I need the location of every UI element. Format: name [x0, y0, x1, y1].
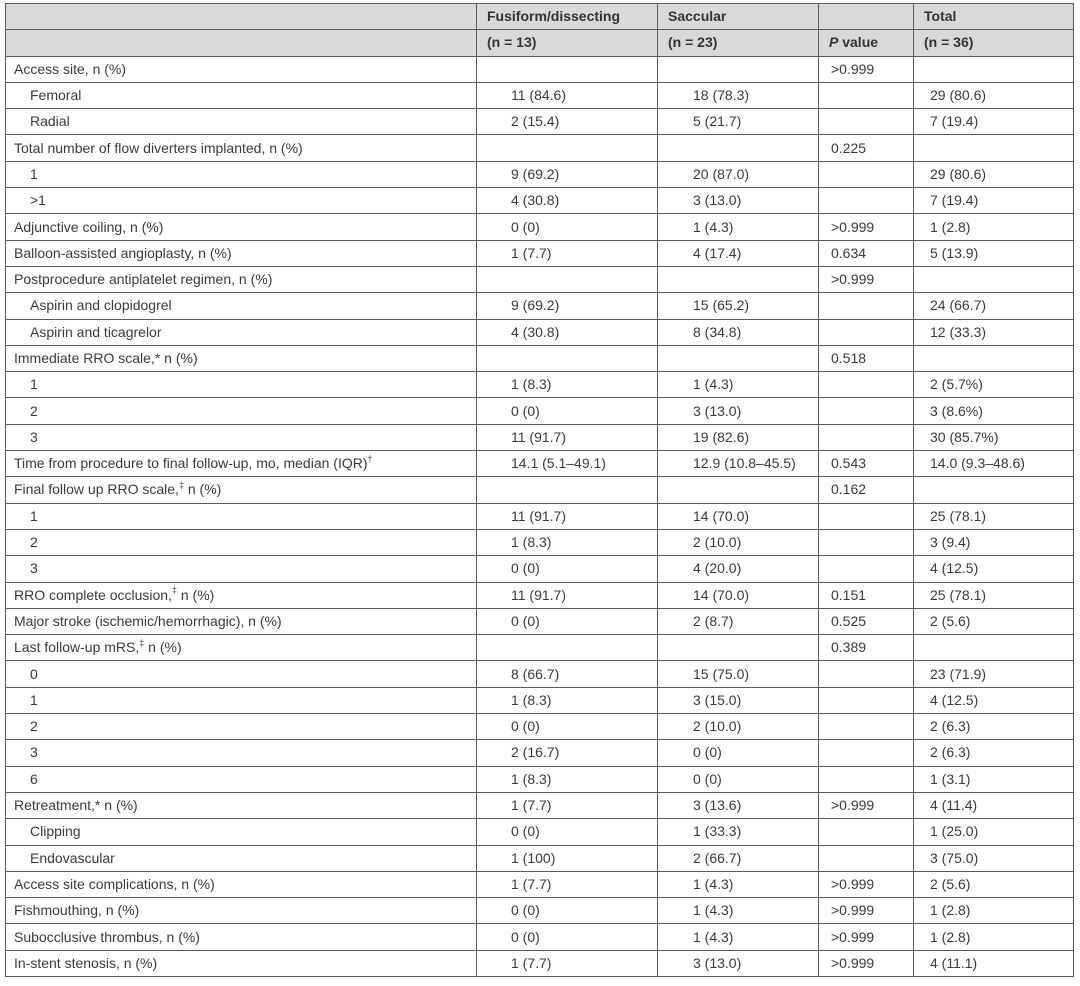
- row-label-text: Clipping: [30, 823, 81, 840]
- footnote-marker: ‡: [139, 637, 145, 648]
- cell-fusiform-value: 0 (0): [477, 214, 658, 240]
- table-row: [6, 608, 1074, 634]
- cell-fusiform-value: 8 (66.7): [477, 661, 658, 687]
- cell-fusiform-value: 2 (15.4): [477, 109, 658, 135]
- cell-total-value: [914, 635, 1074, 661]
- header-p-value: [819, 30, 914, 56]
- cell-total-value: 14.0 (9.3–48.6): [914, 451, 1074, 477]
- cell-total-value: [914, 345, 1074, 371]
- row-label: [6, 792, 477, 818]
- cell-saccular-value: [658, 635, 819, 661]
- table-row: [6, 687, 1074, 713]
- table-row: [6, 214, 1074, 240]
- cell-saccular-value: [658, 345, 819, 371]
- cell-saccular-value: 1 (4.3): [658, 898, 819, 924]
- header-row-group-names: [6, 4, 1074, 30]
- row-label-text: Radial: [30, 113, 70, 130]
- table-row: [6, 135, 1074, 161]
- cell-total-value: 29 (80.6): [914, 161, 1074, 187]
- cell-total-value: 2 (6.3): [914, 714, 1074, 740]
- cell-total-value: 3 (9.4): [914, 529, 1074, 555]
- cell-saccular-value: 19 (82.6): [658, 424, 819, 450]
- cell-p-value: [819, 82, 914, 108]
- header-total: Total: [914, 4, 1074, 30]
- row-label: [6, 608, 477, 634]
- table-row: [6, 188, 1074, 214]
- row-label-text: Access site complications, n (%): [14, 875, 215, 892]
- cell-total-value: 4 (12.5): [914, 687, 1074, 713]
- cell-p-value: [819, 740, 914, 766]
- header-saccular-n: (n = 23): [658, 30, 819, 56]
- cell-p-value: 0.518: [819, 345, 914, 371]
- cell-saccular-value: 20 (87.0): [658, 161, 819, 187]
- cell-p-value: [819, 687, 914, 713]
- cell-total-value: 2 (5.7%): [914, 372, 1074, 398]
- row-label-text: 1: [30, 691, 38, 708]
- cell-fusiform-value: [477, 477, 658, 503]
- row-sublabel: [6, 161, 477, 187]
- cell-saccular-value: 3 (13.6): [658, 792, 819, 818]
- footnote-marker: ‡: [178, 479, 184, 490]
- cell-p-value: [819, 556, 914, 582]
- cell-saccular-value: 0 (0): [658, 740, 819, 766]
- table-row: [6, 556, 1074, 582]
- cell-total-value: 23 (71.9): [914, 661, 1074, 687]
- row-label-text: Major stroke (ischemic/hemorrhagic), n (%): [14, 612, 282, 629]
- row-label-text: 2: [30, 534, 38, 551]
- table-row: [6, 109, 1074, 135]
- header-empty-cell: [6, 30, 477, 56]
- table-row: [6, 819, 1074, 845]
- cell-fusiform-value: 0 (0): [477, 714, 658, 740]
- table-row: [6, 924, 1074, 950]
- table-row: [6, 740, 1074, 766]
- header-empty-p-cell: [819, 4, 914, 30]
- row-sublabel: [6, 372, 477, 398]
- cell-saccular-value: 3 (15.0): [658, 687, 819, 713]
- row-label-text: Balloon-assisted angioplasty, n (%): [14, 244, 232, 261]
- cell-total-value: 7 (19.4): [914, 188, 1074, 214]
- row-label: [6, 266, 477, 292]
- cell-fusiform-value: 0 (0): [477, 608, 658, 634]
- row-label: [6, 214, 477, 240]
- row-label: [6, 451, 477, 477]
- row-sublabel: [6, 687, 477, 713]
- footnote-marker: †: [367, 453, 373, 464]
- cell-p-value: >0.999: [819, 792, 914, 818]
- row-label: [6, 240, 477, 266]
- row-label-text: Postprocedure antiplatelet regimen, n (%): [14, 271, 273, 288]
- table-header: [6, 4, 1074, 57]
- row-sublabel: [6, 293, 477, 319]
- cell-saccular-value: 8 (34.8): [658, 319, 819, 345]
- table-row: [6, 792, 1074, 818]
- cell-saccular-value: 1 (4.3): [658, 214, 819, 240]
- row-label: [6, 898, 477, 924]
- cell-total-value: 1 (2.8): [914, 898, 1074, 924]
- cell-total-value: [914, 266, 1074, 292]
- cell-fusiform-value: 1 (7.7): [477, 871, 658, 897]
- cell-fusiform-value: 1 (8.3): [477, 766, 658, 792]
- header-fusiform-dissecting: Fusiform/dissecting: [477, 4, 658, 30]
- cell-p-value: 0.225: [819, 135, 914, 161]
- header-empty-cell: [6, 4, 477, 30]
- cell-p-value: [819, 188, 914, 214]
- header-p-rest: value: [838, 34, 879, 51]
- cell-total-value: 1 (3.1): [914, 766, 1074, 792]
- cell-p-value: [819, 503, 914, 529]
- cell-p-value: >0.999: [819, 924, 914, 950]
- cell-fusiform-value: 14.1 (5.1–49.1): [477, 451, 658, 477]
- header-fusiform-n: (n = 13): [477, 30, 658, 56]
- table-row: [6, 529, 1074, 555]
- row-label: [6, 345, 477, 371]
- row-label: [6, 56, 477, 82]
- header-saccular: Saccular: [658, 4, 819, 30]
- table-row: [6, 240, 1074, 266]
- cell-total-value: [914, 477, 1074, 503]
- cell-saccular-value: 18 (78.3): [658, 82, 819, 108]
- cell-total-value: 1 (2.8): [914, 924, 1074, 950]
- table-row: [6, 56, 1074, 82]
- row-label-text: Femoral: [30, 87, 82, 104]
- table-row: [6, 319, 1074, 345]
- table-row: [6, 661, 1074, 687]
- header-p-letter: P: [829, 34, 839, 51]
- cell-p-value: [819, 529, 914, 555]
- cell-fusiform-value: 1 (8.3): [477, 687, 658, 713]
- row-sublabel: [6, 82, 477, 108]
- cell-p-value: 0.525: [819, 608, 914, 634]
- row-sublabel: [6, 109, 477, 135]
- row-label-text: Aspirin and clopidogrel: [30, 297, 172, 314]
- cell-fusiform-value: 1 (7.7): [477, 240, 658, 266]
- cell-p-value: >0.999: [819, 898, 914, 924]
- cell-p-value: [819, 398, 914, 424]
- cell-fusiform-value: 1 (100): [477, 845, 658, 871]
- cell-fusiform-value: 1 (7.7): [477, 792, 658, 818]
- cell-p-value: [819, 109, 914, 135]
- cell-saccular-value: 14 (70.0): [658, 582, 819, 608]
- cell-p-value: [819, 424, 914, 450]
- cell-fusiform-value: [477, 135, 658, 161]
- row-sublabel: [6, 503, 477, 529]
- row-sublabel: [6, 188, 477, 214]
- cell-fusiform-value: 1 (7.7): [477, 950, 658, 976]
- cell-total-value: 4 (11.4): [914, 792, 1074, 818]
- table-row: [6, 582, 1074, 608]
- footnote-marker: ‡: [171, 585, 177, 596]
- cell-saccular-value: 15 (75.0): [658, 661, 819, 687]
- row-label-text: Access site, n (%): [14, 60, 127, 77]
- cell-total-value: 25 (78.1): [914, 582, 1074, 608]
- cell-saccular-value: 12.9 (10.8–45.5): [658, 451, 819, 477]
- cell-total-value: 30 (85.7%): [914, 424, 1074, 450]
- cell-fusiform-value: 0 (0): [477, 924, 658, 950]
- cell-saccular-value: 2 (10.0): [658, 714, 819, 740]
- cell-saccular-value: [658, 135, 819, 161]
- row-label-text: Fishmouthing, n (%): [14, 902, 140, 919]
- table-row: [6, 845, 1074, 871]
- table-row: [6, 161, 1074, 187]
- cell-total-value: 4 (12.5): [914, 556, 1074, 582]
- row-label-text: Total number of flow diverters implanted, n (%): [14, 139, 303, 156]
- cell-total-value: 3 (8.6%): [914, 398, 1074, 424]
- cell-p-value: >0.999: [819, 871, 914, 897]
- row-label-text: 1: [30, 507, 38, 524]
- cell-total-value: 29 (80.6): [914, 82, 1074, 108]
- row-label-text: Subocclusive thrombus, n (%): [14, 928, 200, 945]
- cell-total-value: 1 (25.0): [914, 819, 1074, 845]
- row-sublabel: [6, 845, 477, 871]
- table-row: [6, 451, 1074, 477]
- row-label-text: Final follow up RRO scale,: [14, 481, 179, 498]
- row-label-text: 2: [30, 402, 38, 419]
- cell-saccular-value: 14 (70.0): [658, 503, 819, 529]
- row-label-suffix: n (%): [144, 639, 182, 656]
- cell-p-value: [819, 319, 914, 345]
- row-label-text: In-stent stenosis, n (%): [14, 954, 158, 971]
- table-row: [6, 398, 1074, 424]
- cell-fusiform-value: [477, 635, 658, 661]
- cell-fusiform-value: [477, 56, 658, 82]
- cell-saccular-value: 2 (8.7): [658, 608, 819, 634]
- row-sublabel: [6, 661, 477, 687]
- cell-fusiform-value: [477, 266, 658, 292]
- cell-total-value: 24 (66.7): [914, 293, 1074, 319]
- table-row: [6, 898, 1074, 924]
- cell-total-value: 1 (2.8): [914, 214, 1074, 240]
- cell-fusiform-value: 0 (0): [477, 398, 658, 424]
- cell-fusiform-value: 9 (69.2): [477, 293, 658, 319]
- cell-fusiform-value: 11 (91.7): [477, 424, 658, 450]
- cell-fusiform-value: 2 (16.7): [477, 740, 658, 766]
- data-table-container: [5, 3, 1074, 977]
- cell-saccular-value: [658, 477, 819, 503]
- cell-total-value: 4 (11.1): [914, 950, 1074, 976]
- cell-fusiform-value: 0 (0): [477, 898, 658, 924]
- cell-p-value: >0.999: [819, 214, 914, 240]
- cell-p-value: [819, 161, 914, 187]
- row-label: [6, 871, 477, 897]
- cell-saccular-value: 5 (21.7): [658, 109, 819, 135]
- cell-total-value: 2 (5.6): [914, 871, 1074, 897]
- cell-saccular-value: 1 (33.3): [658, 819, 819, 845]
- cell-fusiform-value: 0 (0): [477, 556, 658, 582]
- row-sublabel: [6, 424, 477, 450]
- table-row: [6, 266, 1074, 292]
- cell-total-value: 12 (33.3): [914, 319, 1074, 345]
- row-label-text: 2: [30, 718, 38, 735]
- row-sublabel: [6, 819, 477, 845]
- row-sublabel: [6, 740, 477, 766]
- row-label: [6, 635, 477, 661]
- cell-total-value: [914, 56, 1074, 82]
- table-row: [6, 424, 1074, 450]
- table-row: [6, 766, 1074, 792]
- row-sublabel: [6, 529, 477, 555]
- table-row: [6, 82, 1074, 108]
- row-label-text: Time from procedure to final follow-up, mo, median (IQR): [14, 455, 368, 472]
- row-label-text: 3: [30, 560, 38, 577]
- row-label-suffix: n (%): [176, 586, 215, 603]
- cell-total-value: 2 (5.6): [914, 608, 1074, 634]
- table-row: [6, 477, 1074, 503]
- cell-total-value: 7 (19.4): [914, 109, 1074, 135]
- row-label: [6, 582, 477, 608]
- row-label-text: 6: [30, 770, 38, 787]
- cell-fusiform-value: 1 (8.3): [477, 529, 658, 555]
- row-sublabel: [6, 714, 477, 740]
- cell-p-value: 0.543: [819, 451, 914, 477]
- cell-p-value: [819, 766, 914, 792]
- cell-fusiform-value: 11 (84.6): [477, 82, 658, 108]
- cell-saccular-value: [658, 266, 819, 292]
- cell-p-value: [819, 661, 914, 687]
- row-label-text: 0: [30, 665, 38, 682]
- cell-saccular-value: 3 (13.0): [658, 950, 819, 976]
- cell-p-value: [819, 714, 914, 740]
- row-label-text: Retreatment,* n (%): [14, 797, 138, 814]
- cell-saccular-value: 15 (65.2): [658, 293, 819, 319]
- row-label-text: RRO complete occlusion,: [14, 586, 172, 603]
- row-label-text: Immediate RRO scale,* n (%): [14, 350, 198, 366]
- outcomes-table: [5, 3, 1074, 977]
- table-row: [6, 950, 1074, 976]
- cell-p-value: 0.634: [819, 240, 914, 266]
- row-label: [6, 135, 477, 161]
- cell-fusiform-value: 0 (0): [477, 819, 658, 845]
- row-sublabel: [6, 556, 477, 582]
- cell-saccular-value: 3 (13.0): [658, 398, 819, 424]
- row-label: [6, 477, 477, 503]
- cell-p-value: >0.999: [819, 950, 914, 976]
- row-sublabel: [6, 398, 477, 424]
- cell-saccular-value: 2 (10.0): [658, 529, 819, 555]
- cell-p-value: [819, 372, 914, 398]
- table-row: [6, 345, 1074, 371]
- row-label-text: >1: [30, 192, 46, 209]
- row-label-text: 3: [30, 744, 38, 761]
- table-body: [6, 56, 1074, 976]
- header-total-n: (n = 36): [914, 30, 1074, 56]
- table-row: [6, 714, 1074, 740]
- cell-fusiform-value: 4 (30.8): [477, 319, 658, 345]
- table-row: [6, 503, 1074, 529]
- cell-fusiform-value: 11 (91.7): [477, 582, 658, 608]
- cell-total-value: [914, 135, 1074, 161]
- table-row: [6, 635, 1074, 661]
- cell-saccular-value: 3 (13.0): [658, 188, 819, 214]
- cell-p-value: [819, 819, 914, 845]
- row-label-text: Endovascular: [30, 849, 115, 866]
- cell-saccular-value: 2 (66.7): [658, 845, 819, 871]
- cell-saccular-value: 1 (4.3): [658, 372, 819, 398]
- row-label-text: Aspirin and ticagrelor: [30, 323, 162, 340]
- cell-p-value: >0.999: [819, 56, 914, 82]
- cell-total-value: 25 (78.1): [914, 503, 1074, 529]
- cell-fusiform-value: [477, 345, 658, 371]
- cell-saccular-value: 0 (0): [658, 766, 819, 792]
- cell-saccular-value: 1 (4.3): [658, 924, 819, 950]
- header-row-counts: [6, 30, 1074, 56]
- row-sublabel: [6, 766, 477, 792]
- cell-saccular-value: 4 (17.4): [658, 240, 819, 266]
- row-label-text: 1: [30, 376, 38, 393]
- table-row: [6, 871, 1074, 897]
- row-label: [6, 950, 477, 976]
- cell-p-value: 0.151: [819, 582, 914, 608]
- row-label-suffix: n (%): [183, 481, 222, 498]
- cell-saccular-value: 4 (20.0): [658, 556, 819, 582]
- row-label-text: 3: [30, 428, 38, 445]
- table-row: [6, 293, 1074, 319]
- cell-p-value: [819, 845, 914, 871]
- row-label: [6, 924, 477, 950]
- table-row: [6, 372, 1074, 398]
- cell-p-value: 0.162: [819, 477, 914, 503]
- cell-saccular-value: [658, 56, 819, 82]
- cell-total-value: 3 (75.0): [914, 845, 1074, 871]
- cell-total-value: 5 (13.9): [914, 240, 1074, 266]
- cell-fusiform-value: 4 (30.8): [477, 188, 658, 214]
- row-label-text: Last follow-up mRS,: [14, 639, 140, 656]
- cell-fusiform-value: 1 (8.3): [477, 372, 658, 398]
- cell-saccular-value: 1 (4.3): [658, 871, 819, 897]
- row-label-text: Adjunctive coiling, n (%): [14, 218, 164, 235]
- cell-p-value: 0.389: [819, 635, 914, 661]
- cell-fusiform-value: 9 (69.2): [477, 161, 658, 187]
- cell-p-value: [819, 293, 914, 319]
- row-sublabel: [6, 319, 477, 345]
- cell-p-value: >0.999: [819, 266, 914, 292]
- row-label-text: 1: [30, 165, 38, 182]
- cell-fusiform-value: 11 (91.7): [477, 503, 658, 529]
- cell-total-value: 2 (6.3): [914, 740, 1074, 766]
